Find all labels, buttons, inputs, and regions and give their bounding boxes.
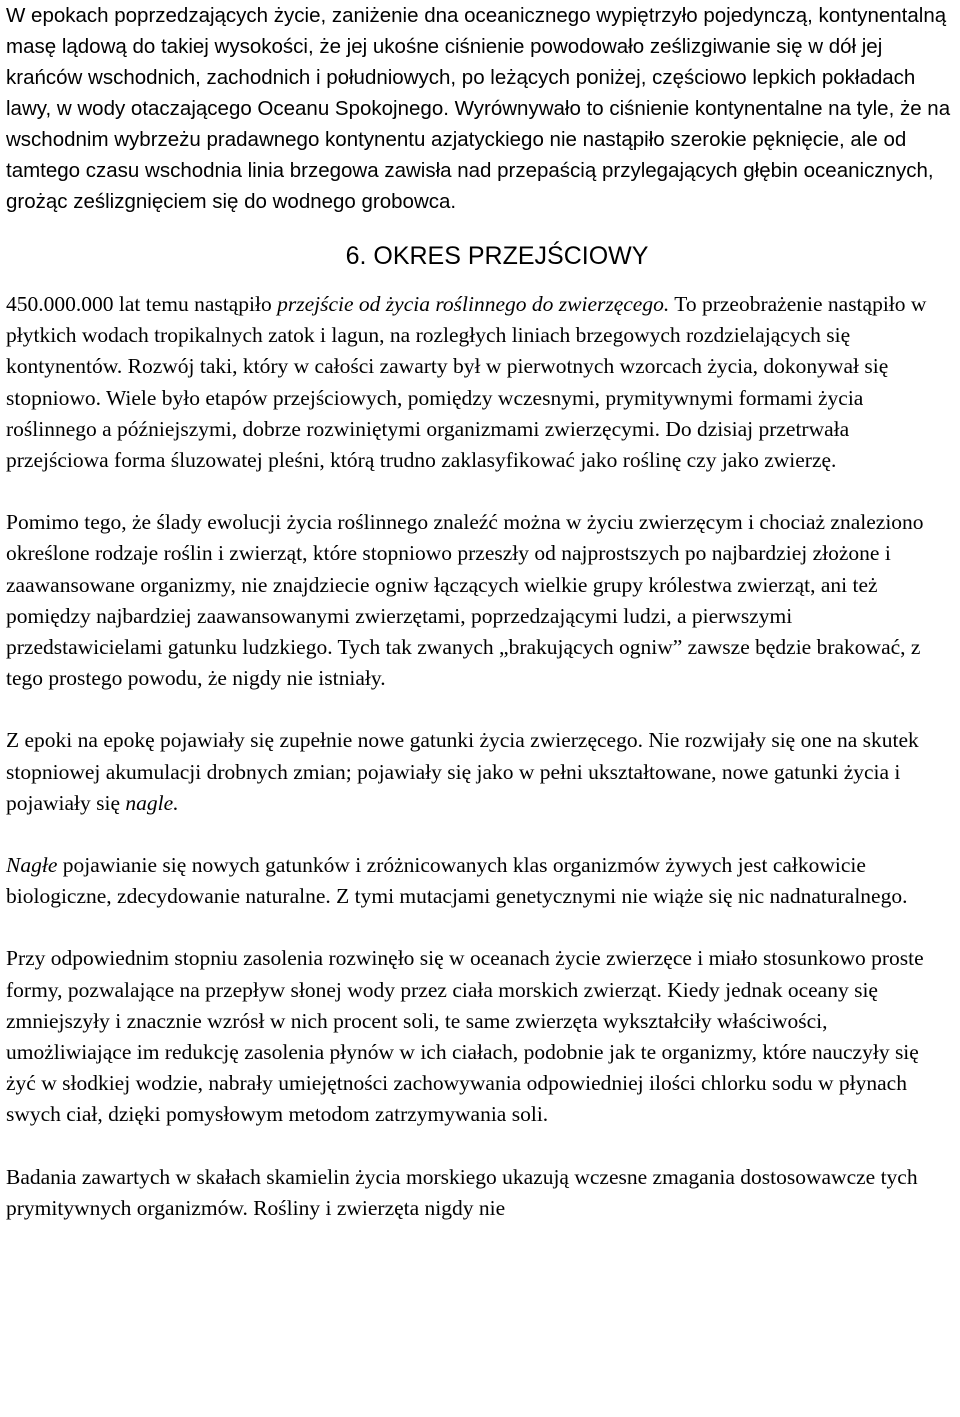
paragraph-transition-start: 450.000.000 lat temu nastąpiło: [6, 292, 278, 316]
paragraph-sudden-appearance-italic: Nagłe: [6, 853, 58, 878]
paragraph-sudden-appearance: [6, 850, 952, 912]
paragraph-new-species-italic: nagle.: [125, 790, 179, 815]
paragraph-new-species: [6, 725, 952, 819]
paragraph-transition-italic: przejście od życia roślinnego do zwierzęcego.: [277, 292, 670, 316]
paragraph-salinity: Przy odpowiednim stopniu zasolenia rozwinęło się w oceanach życie zwierzęce i miało stosunkowo proste formy, pozwalające na przepływ słonej wody przez ciała morskich zwierząt. Kiedy jednak oceany się zmniejszyły i znacznie wzrósł w nich procent soli, te same zwierzęta wykształciły właściwości, umożliwiające im redukcję zasolenia płynów w ich ciałach, podobnie jak te organizmy, które nauczyły się żyć w słodkiej wodzie, nabrały umiejętności zachowywania odpowiedniej ilości chlorku sodu w płynach swych ciał, dzięki pomysłowym metodom zatrzymywania soli.: [6, 946, 924, 1127]
paragraph-new-species-start: Z epoki na epokę pojawiały się zupełnie nowe gatunki życia zwierzęcego. Nie rozwijały się one na skutek stopniowej akumulacji drobnych zmian; pojawiały się jako w pełni ukształtowane, nowe gatunki życia i pojawiały się: [6, 728, 919, 815]
paragraph-transition-rest: To przeobrażenie nastąpiło w płytkich wodach tropikalnych zatok i lagun, na rozległych liniach brzegowych rozdzielających się kontynentów. Rozwój taki, który w całości zawarty był w pierwotnych wzorcach życia, dokonywał się stopniowo. Wiele było etapów przejściowych, pomiędzy wczesnymi, prymitywnymi formami życia roślinnego a późniejszymi, dobrze rozwiniętymi organizmami zwierzęcymi. Do dzisiaj przetrwała przejściowa forma śluzowatej pleśni, którą trudno zaklasyfikować jako roślinę czy jako zwierzę.: [6, 292, 927, 473]
section-heading: 6. OKRES PRZEJŚCIOWY: [345, 242, 649, 270]
paragraph-missing-links: Pomimo tego, że ślady ewolucji życia roślinnego znaleźć można w życiu zwierzęcym i chociaż znaleziono określone rodzaje roślin i zwierząt, które stopniowo przeszły od najprostszych po najbardziej złożone i zaawansowane organizmy, nie znajdziecie ogniw łączących wielkie grupy królestwa zwierząt, ani też pomiędzy najbardziej zaawansowanymi zwierzętami, poprzedzającymi ludzi, a pierwszymi przedstawicielami gatunku ludzkiego. Tych tak zwanych „brakujących ogniw” zawsze będzie brakować, z tego prostego powodu, że nigdy nie istniały.: [6, 510, 924, 691]
paragraph-sudden-appearance-rest: pojawianie się nowych gatunków i zróżnicowanych klas organizmów żywych jest całkowicie biologiczne, zdecydowanie naturalne. Z tymi mutacjami genetycznymi nie wiąże się nic nadnaturalnego.: [6, 853, 908, 909]
paragraph-fossils: Badania zawartych w skałach skamielin życia morskiego ukazują wczesne zmagania dostosowawcze tych prymitywnych organizmów. Rośliny i zwierzęta nigdy nie: [6, 1164, 918, 1220]
paragraph-intro: W epokach poprzedzających życie, zaniżenie dna oceanicznego wypiętrzyło pojedynczą, kontynentalną masę lądową do takiej wysokości, że jej ukośne ciśnienie powodowało ześlizgiwanie się w dół jej krańców wschodnich, zachodnich i południowych, po leżących poniżej, częściowo lepkich pokładach lawy, w wody otaczającego Oceanu Spokojnego. Wyrównywało to ciśnienie kontynentalne na tyle, że na wschodnim wybrzeżu pradawnego kontynentu azjatyckiego nie nastąpiło szerokie pęknięcie, ale od tamtego czasu wschodnia linia brzegowa zawisła nad przepaścią przylegających głębin oceanicznych, grożąc ześlizgnięciem się do wodnego grobowca.: [6, 4, 951, 213]
paragraph-transition: [6, 289, 952, 476]
